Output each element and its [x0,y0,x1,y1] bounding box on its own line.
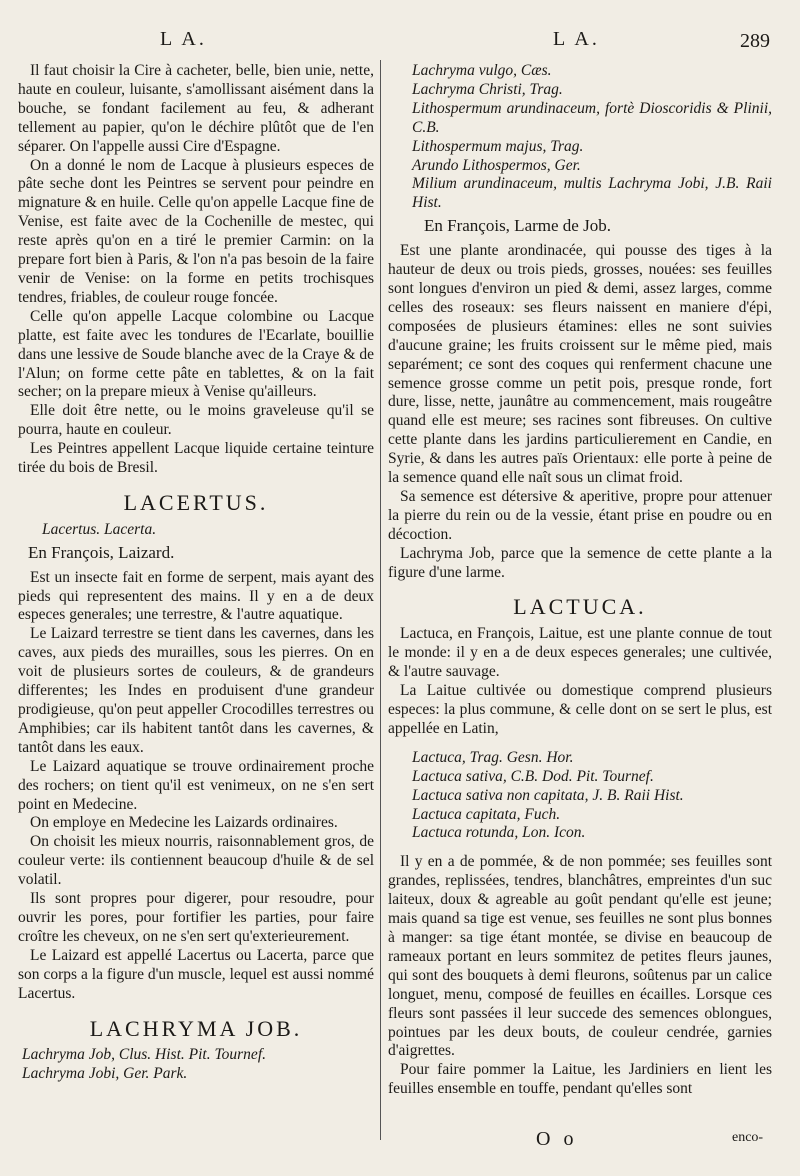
synonym-line: Lachryma Christi, Trag. [412,80,563,98]
paragraph: Il y en a de pommée, & de non pommée; ses feuilles sont grandes, replissées, tendres, blanchâtres, empreintes d'un suc laiteux, doux & agreable au goût pendant qu'elle est jeune; mais quand sa tige est venue, ses feuilles ne sont plus bonnes à manger: sa tige étant montée, se divise en beaucoup de rameaux portant en leurs sommitez de petites fleurs jaunes, qui sont des bouquets à demi fleurons, soûtenus par un calice longuet, menu, composé de feuilles en écailles. Lorsque ces fleurs sont passées il leur succede des semences oblongues, pointues par les deux bouts, de couleur cendrée, garnies d'aigrettes. [388,853,772,1060]
running-head-left: L A. [160,28,207,50]
paragraph: Lactuca, en François, Laitue, est une plante connue de tout le monde: il y en a de deux especes generales; une cultivée, & l'autre sauvage. [388,625,772,681]
paragraph: Lachryma Job, parce que la semence de cette plante a la figure d'une larme. [388,544,772,581]
paragraph: On a donné le nom de Lacque à plusieurs especes de pâte seche dont les Peintres se servent pour peindre en mignature & en huile. Celle qu'on appelle Lacque fine de Venise, est faite avec de la Cochenille de mestec, qui reste après qu'on en a tiré le premier Carmin: on la prepare fort bien à Paris, & l'on n'a pas besoin de la faire venir de Venise: on la forme en petits trochisques tendres, friables, de couleur rouge foncée. [18,156,374,306]
synonym-line: Milium arundinaceum, multis Lachryma Jobi, J.B. Raii Hist. [412,175,772,212]
catchword: enco- [732,1130,764,1145]
paragraph: Sa semence est détersive & aperitive, propre pour attenuer la pierre du rein ou de la vessie, étant prise en poudre ou en décoction. [388,487,772,543]
left-column [18,62,374,1084]
paragraph: On choisit les mieux nourris, raisonnablement gros, de couleur verte: ils contiennent beaucoup d'huile & de sel volatil. [18,833,374,889]
synonym-line: Lithospermum arundinaceum, fortè Dioscoridis & Plinii, C.B. [412,99,772,136]
paragraph: Il faut choisir la Cire à cacheter, belle, bien unie, nette, haute en couleur, luisante, s'amollissant aisément dans la bouche, se fondant facilement au feu, & adherant tellement au papier, qu'on le déchire plûtôt que de l'en séparer. On l'appelle aussi Cire d'Espagne. [18,62,374,155]
synonym-line: Lachryma vulgo, Cæs. [412,62,552,79]
paragraph: Les Peintres appellent Lacque liquide certaine teinture tirée du bois de Bresil. [18,440,374,477]
paragraph: Est un insecte fait en forme de serpent, mais ayant des pieds qui representent des mains. Il y en a de deux especes generales; une terrestre, & l'autre aquatique. [18,568,374,624]
paragraph: La Laitue cultivée ou domestique comprend plusieurs especes: la plus commune, & celle dont on se sert le plus, est appellée en Latin, [388,682,772,737]
synonym-line: Lachryma Jobi, Ger. Park. [22,1065,188,1083]
french-name: En François, Laizard. [28,542,175,562]
paragraph: Ils sont propres pour digerer, pour resoudre, pour ouvrir les pores, pour fortifier les parties, pour faire croître les cheveux, on ne s'en sert qu'exterieurement. [18,890,374,945]
entry-heading: LACHRYMA JOB. [89,1015,303,1041]
synonym-line: Lactuca sativa, C.B. Dod. Pit. Tournef. [412,767,654,785]
paragraph: Le Laizard terrestre se tient dans les cavernes, dans les caves, aux pieds des murailles, sous les pierres. On en voit de plusieurs sortes de couleurs, & de grandeurs differentes; les Indes en produisent d'une grandeur prodigieuse, qu'on peut appeller Crocodilles terrestres ou Amphibies; car ils habitent tantôt dans les cavernes, & tantôt dans les eaux. [18,625,374,756]
paragraph: Pour faire pommer la Laitue, les Jardiniers en lient les feuilles ensemble en touffe, pendant qu'elles sont [388,1061,772,1098]
signature-mark: O o [536,1128,578,1150]
right-column [388,62,772,1099]
paragraph: Est une plante arondinacée, qui pousse des tiges à la hauteur de deux ou trois pieds, grosses, nouées: ses feuilles sont longues d'environ un pied & demi, assez larges, comme celles des roseaux: ses fleurs naissent en maniere d'épi, composées de plusieurs étamines: elles ne sont suivies d'aucune graine; les fruits croissent sur le même pied, mais separément; ce sont des coques qui renferment chacune une semence grosse comme un petit pois, presque ronde, fort dure, lisse, nette, jaunâtre au commencement, mais rougeâtre quand elle est meure; ses racines sont fibreuses. On cultive cette plante dans les jardins particulierement en Candie, en Syrie, & dans les autres païs Orientaux: elle porte à peine de la semence quand elle naît sous un climat froid. [388,242,772,487]
column-divider [380,60,381,1140]
synonym-line: Lactuca rotunda, Lon. Icon. [412,824,586,842]
french-name: En François, Larme de Job. [424,216,611,236]
entry-heading: LACERTUS. [123,489,269,515]
paragraph: On employe en Medecine les Laizards ordinaires. [30,814,338,832]
paragraph: Le Laizard aquatique se trouve ordinairement proche des rochers; on tient qu'il est venimeux, on ne s'en sert point en Medecine. [18,757,374,813]
entry-heading: LACTUCA. [513,594,647,620]
paragraph: Celle qu'on appelle Lacque colombine ou Lacque platte, est faite avec les tondures de l'Ecarlate, bouillie dans une lessive de Soude blanche avec de la Craye & de l'Alun; on forme cette pâte en tablettes, & on la fait secher; on la prepare mieux à Venise qu'ailleurs. [18,307,374,401]
synonym-line: Lactuca capitata, Fuch. [412,805,561,823]
synonym-line: Lithospermum majus, Trag. [412,137,584,155]
synonym-line: Lactuca, Trag. Gesn. Hor. [412,748,574,766]
spacer [388,843,772,853]
synonym-line: Lacertus. Lacerta. [42,520,157,538]
synonym-line: Arundo Lithospermos, Ger. [412,156,581,174]
paragraph: Le Laizard est appellé Lacertus ou Lacerta, parce que son corps a la figure d'un muscle, lequel est aussi nommé Lacertus. [18,946,374,1002]
running-head-right: L A. [553,28,600,50]
synonym-line: Lactuca sativa non capitata, J. B. Raii Hist. [412,786,684,804]
page-number: 289 [740,30,770,52]
spacer [388,739,772,749]
paragraph: Elle doit être nette, ou le moins graveleuse qu'il se pourra, haute en couleur. [18,402,374,439]
synonym-line: Lachryma Job, Clus. Hist. Pit. Tournef. [22,1046,266,1064]
